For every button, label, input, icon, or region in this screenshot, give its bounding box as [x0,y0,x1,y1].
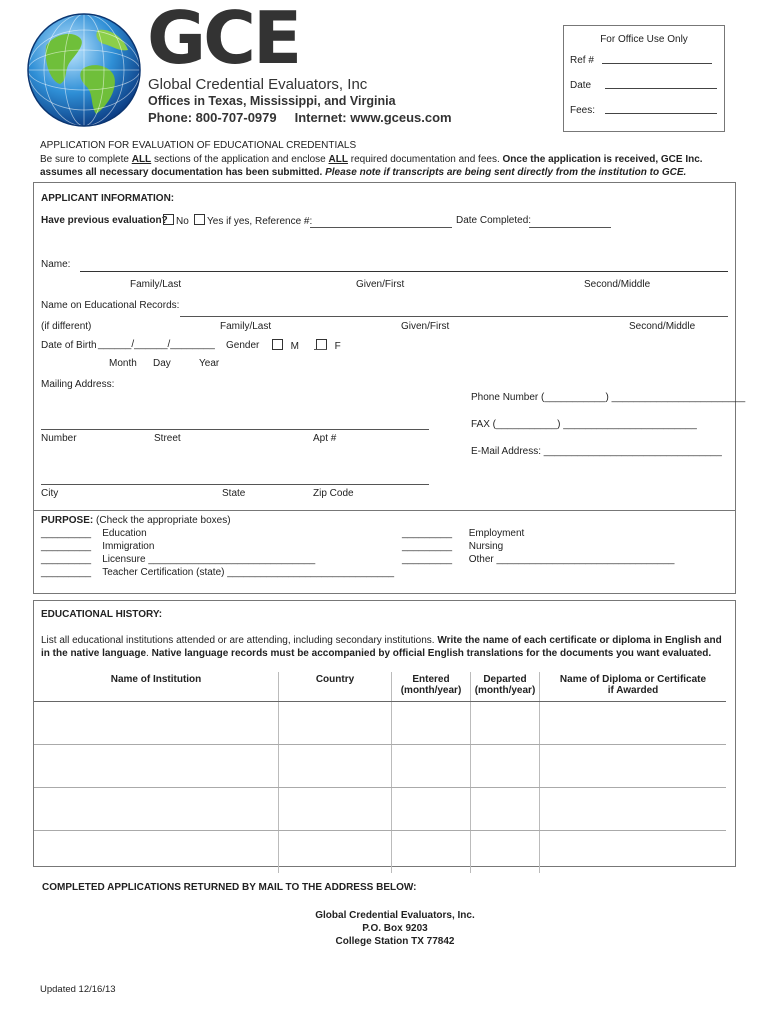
no-checkbox[interactable] [163,214,174,225]
dob-label: Date of Birth [41,340,97,351]
purpose-blank[interactable]: _________ [402,554,453,565]
day-label: Day [153,358,171,369]
contact-line [148,110,452,125]
education-table [34,672,726,873]
phone-number: Phone: 800-707-0979 [148,110,277,125]
website: Internet: www.gceus.com [294,110,452,125]
col-institution: Name of Institution [34,672,279,702]
table-cell[interactable] [34,831,279,874]
apt-label: Apt # [313,433,337,444]
col-entered: Entered (month/year) [392,672,471,702]
dob-field[interactable]: ______/______/________ [98,339,215,350]
purpose-education-label: Education [102,528,147,539]
edu-desc-text: List all educational institutions attended or are attending, including secondary institutions. [41,635,438,646]
table-cell[interactable] [540,702,727,745]
address-city: College Station TX 77842 [335,936,455,947]
edu-desc-bold: Native language records must be accompanied by official English translations for the documents you want evaluated. [151,648,712,659]
table-cell[interactable] [279,788,392,831]
table-cell[interactable] [540,788,727,831]
address-line-1[interactable] [41,429,429,430]
intro-text: sections of the application and enclose [151,154,329,165]
prev-eval-no[interactable] [161,214,189,227]
table-cell[interactable] [279,831,392,874]
gender-m[interactable] [270,339,299,352]
intro-all: ALL [131,154,152,165]
gender-f-underline [314,349,327,350]
prev-eval-yes[interactable] [192,214,312,227]
table-cell[interactable] [34,745,279,788]
gender-m-label: M [290,341,299,352]
table-cell[interactable] [392,745,471,788]
purpose-licensure[interactable] [41,554,315,565]
application-intro [40,153,730,179]
state-label: State [222,488,246,499]
purpose-other[interactable] [402,554,675,565]
intro-text: required documentation and fees. [347,154,503,165]
yes-ref-label: Yes if yes, Reference #: [207,216,313,227]
table-cell[interactable] [34,788,279,831]
city-label: City [41,488,59,499]
applicant-info-section [33,182,746,594]
date-label: Date [570,80,592,91]
purpose-employment[interactable] [402,528,524,539]
given-first-label: Given/First [401,321,450,332]
prev-eval-label: Have previous evaluation? [41,215,168,226]
address-line-2[interactable] [41,484,429,485]
table-cell[interactable] [471,745,540,788]
section-divider [34,510,735,511]
col-diploma: Name of Diploma or Certificate if Awarded [540,672,727,702]
office-use-title: For Office Use Only [600,34,688,45]
purpose-teacher-label: Teacher Certification (state) ______________________________ [102,567,395,578]
mailing-address-label: Mailing Address: [41,379,115,390]
table-cell[interactable] [471,788,540,831]
intro-text: Be sure to complete [40,154,132,165]
table-cell[interactable] [392,702,471,745]
intro-all: ALL [328,154,348,165]
name-field[interactable] [80,271,728,272]
educational-history-title: EDUCATIONAL HISTORY: [41,609,163,620]
edu-desc-text: . [146,648,152,659]
purpose-title: PURPOSE: [41,515,94,526]
updated-date: Updated 12/16/13 [40,984,116,995]
table-cell[interactable] [392,788,471,831]
email-field[interactable]: E-Mail Address: ________________________________ [471,446,722,457]
table-cell[interactable] [471,831,540,874]
fees-label: Fees: [570,105,596,116]
table-row [34,702,726,745]
fees-field[interactable] [605,112,717,114]
street-label: Street [154,433,181,444]
purpose-immigration-label: Immigration [102,541,155,552]
offices-line: Offices in Texas, Mississippi, and Virginia [148,94,396,108]
table-cell[interactable] [471,702,540,745]
purpose-teacher[interactable] [41,567,394,578]
purpose-immigration[interactable] [41,541,154,552]
purpose-other-label: Other ________________________________ [468,554,675,565]
purpose-employment-label: Employment [468,528,525,539]
purpose-nursing[interactable] [402,541,503,552]
office-date-field[interactable] [605,87,717,89]
ref-label: Ref # [570,55,594,66]
fax-field[interactable]: FAX (___________) ________________________ [471,419,697,430]
purpose-heading [41,515,231,526]
name-label: Name: [41,259,71,270]
intro-italic: Please note if transcripts are being sent directly from the institution to GCE. [322,167,687,178]
no-label: No [176,216,189,227]
second-middle-label: Second/Middle [584,279,651,290]
gender-f-label: F [334,341,341,352]
purpose-licensure-label: Licensure ______________________________ [102,554,316,565]
table-row [34,831,726,874]
purpose-blank[interactable]: _________ [402,541,453,552]
table-row [34,745,726,788]
date-completed-field[interactable] [529,227,611,228]
table-cell[interactable] [279,745,392,788]
purpose-blank[interactable]: _________ [402,528,453,539]
edu-desc-bold: Write the name of each certificate or diploma in English and in the native language [41,635,722,659]
col-departed: Departed (month/year) [471,672,540,702]
yes-checkbox[interactable] [194,214,205,225]
table-cell[interactable] [392,831,471,874]
return-instructions: COMPLETED APPLICATIONS RETURNED BY MAIL TO THE ADDRESS BELOW: [42,882,417,893]
table-cell[interactable] [34,702,279,745]
table-row [34,788,726,831]
purpose-blank[interactable]: _________ [41,528,92,539]
zip-label: Zip Code [313,488,354,499]
gender-f[interactable] [314,339,341,352]
table-cell[interactable] [540,831,727,874]
name-on-records-label: Name on Educational Records: [41,300,180,311]
name-on-records-field[interactable] [180,316,728,317]
second-middle-label: Second/Middle [629,321,696,332]
month-label: Month [109,358,137,369]
address-po-box: P.O. Box 9203 [362,923,428,934]
education-table-header [34,672,726,702]
col-country: Country [279,672,392,702]
application-title: APPLICATION FOR EVALUATION OF EDUCATIONAL CREDENTIALS [40,140,357,151]
company-name: Global Credential Evaluators, Inc [148,76,368,93]
gender-label: Gender [226,340,260,351]
table-cell[interactable] [279,702,392,745]
purpose-blank[interactable]: _________ [41,541,92,552]
number-label: Number [41,433,77,444]
gender-m-checkbox[interactable] [272,339,283,350]
year-label: Year [199,358,220,369]
office-use-box [563,25,725,132]
intro-bold: Once the application is received, GCE Inc. assumes all necessary documentation has been submitted. [40,154,703,178]
purpose-education[interactable] [41,528,147,539]
purpose-hint: (Check the appropriate boxes) [93,515,231,526]
if-different-label: (if different) [41,321,92,332]
gce-logo-text: GCE [147,0,300,80]
family-last-label: Family/Last [130,279,182,290]
mailing-address-block [270,909,520,948]
given-first-label: Given/First [356,279,405,290]
table-cell[interactable] [540,745,727,788]
phone-number-field[interactable]: Phone Number (___________) ________________________ [471,392,746,403]
date-completed-label: Date Completed: [456,215,532,226]
applicant-info-title: APPLICANT INFORMATION: [41,193,175,204]
purpose-nursing-label: Nursing [468,541,504,552]
globe-logo-icon [24,10,144,130]
reference-number-field[interactable] [310,227,452,228]
purpose-blank[interactable]: _________ [41,554,92,565]
educational-history-description [41,634,726,660]
purpose-blank[interactable]: _________ [41,567,92,578]
address-company: Global Credential Evaluators, Inc. [315,910,475,921]
family-last-label: Family/Last [220,321,272,332]
ref-field[interactable] [602,62,712,64]
